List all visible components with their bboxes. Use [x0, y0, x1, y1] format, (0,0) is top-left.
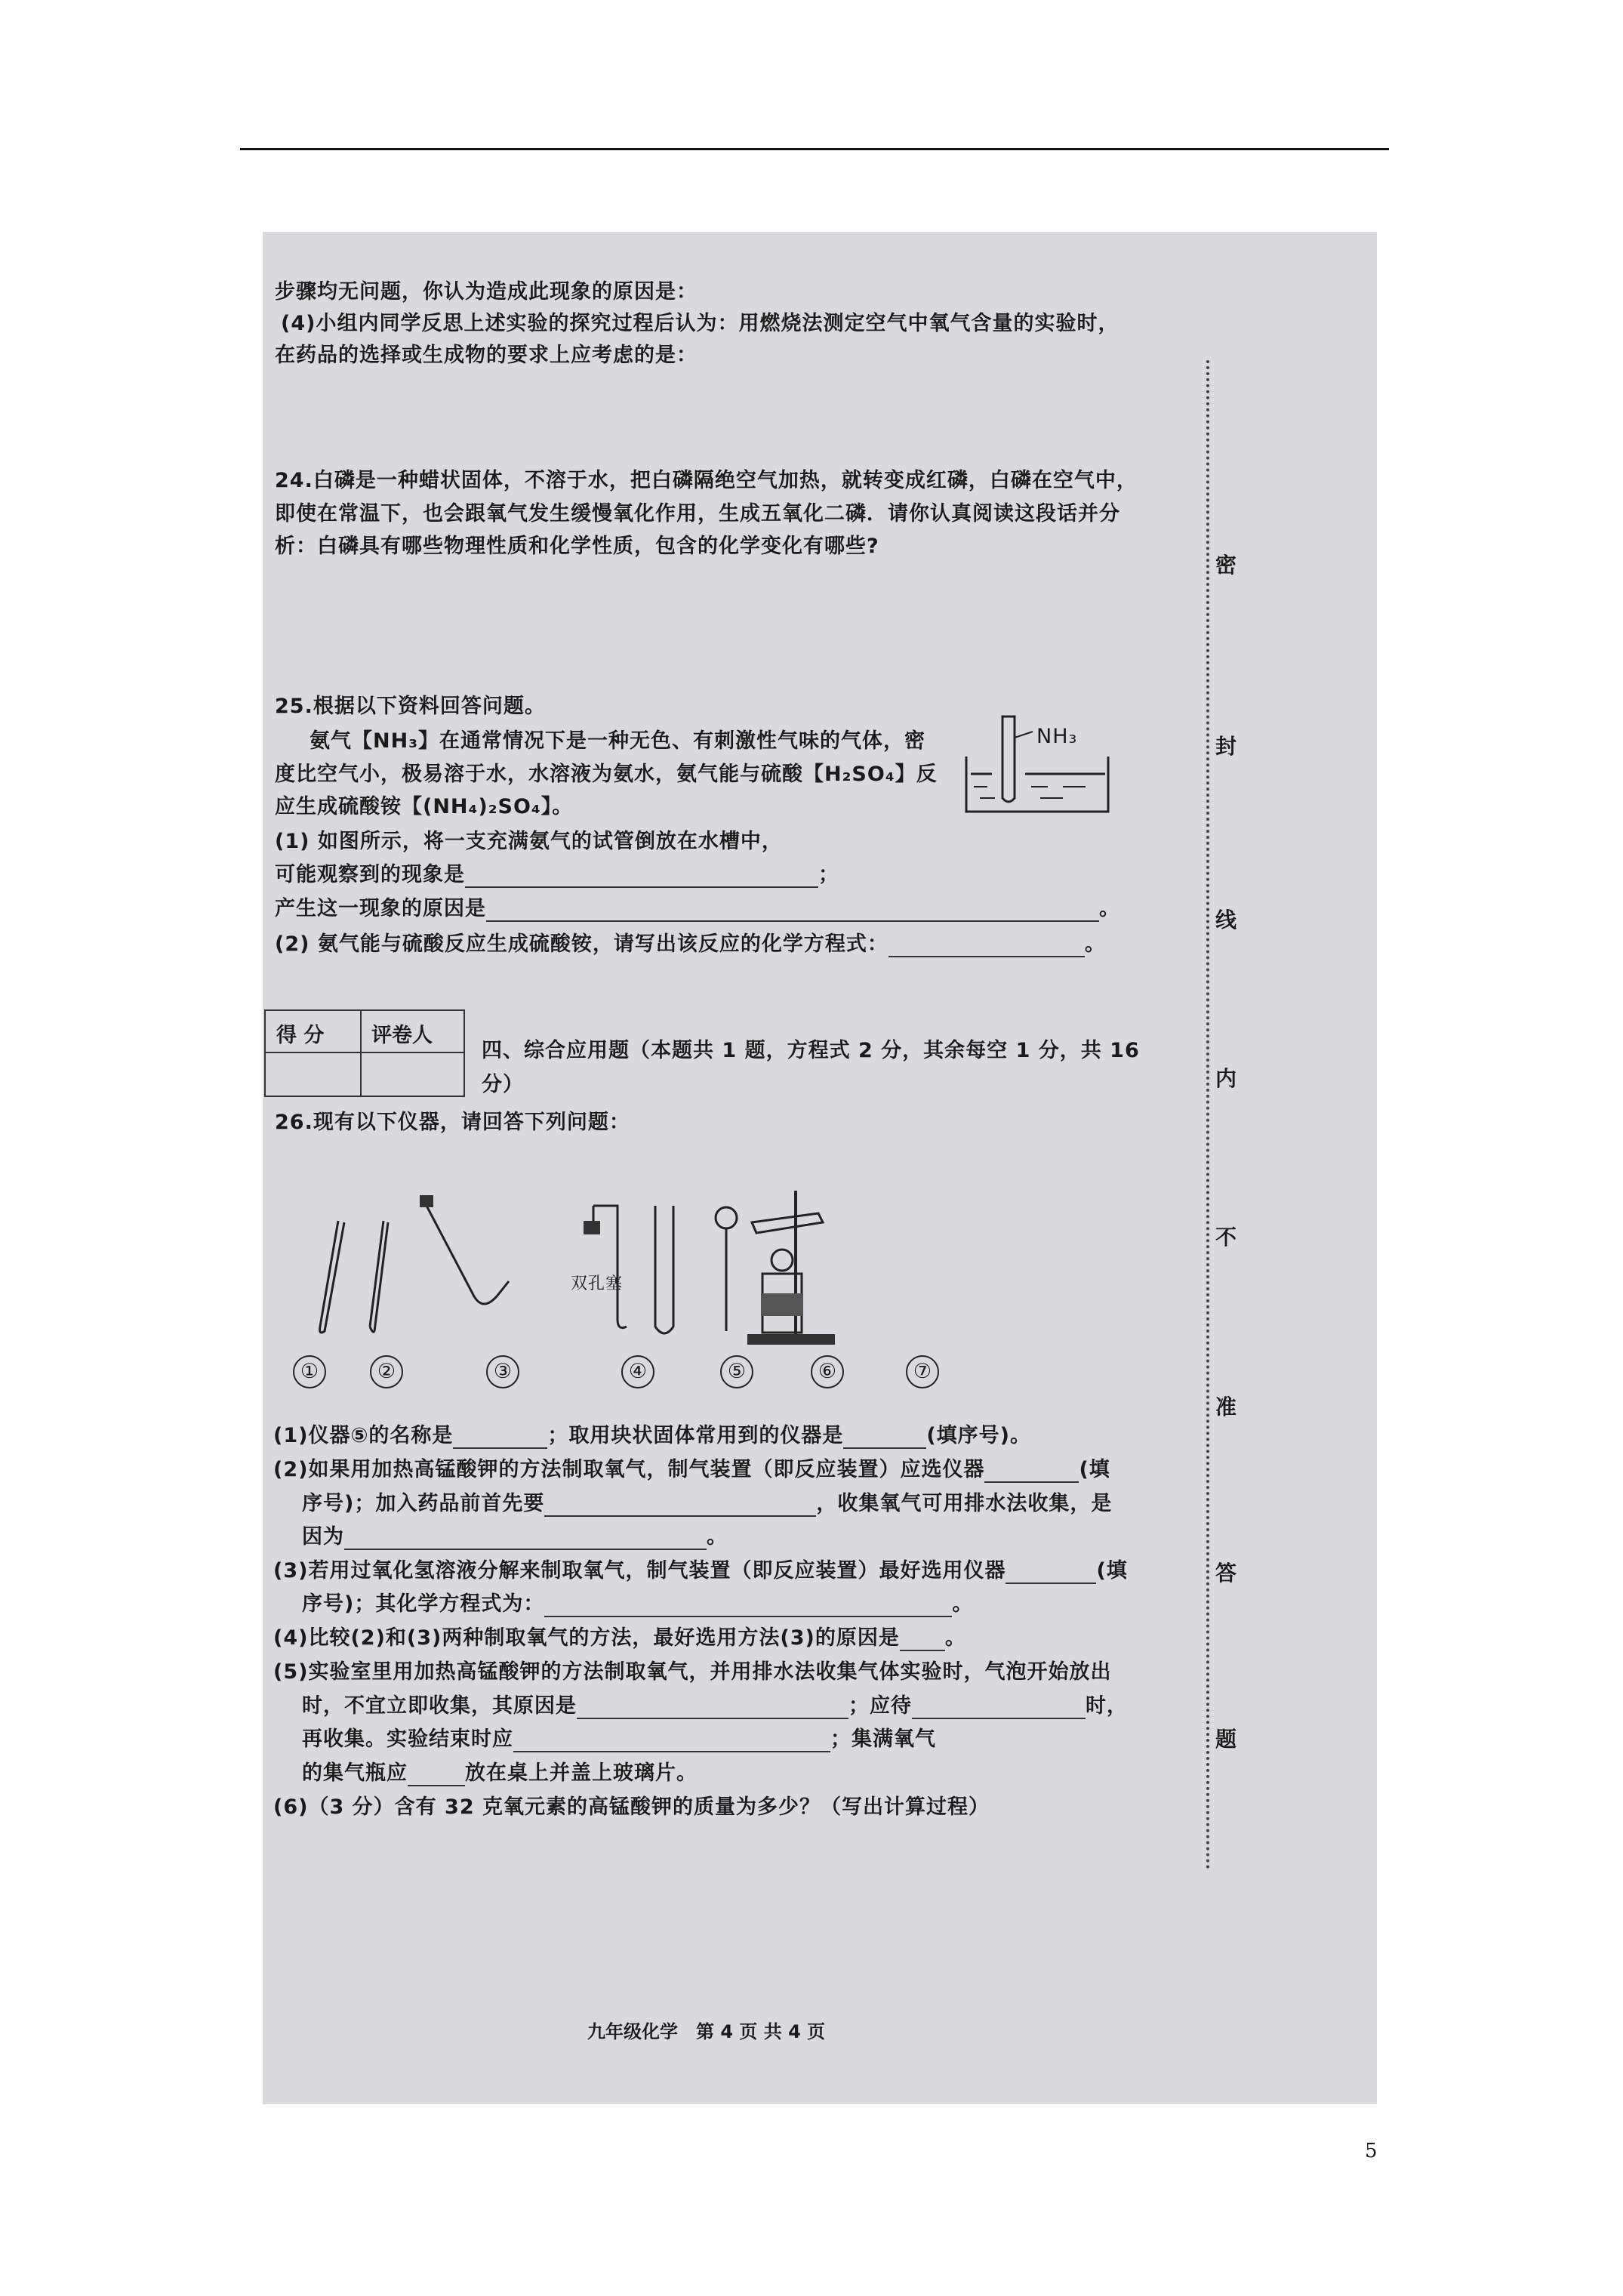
q25-title: 25.根据以下资料回答问题。	[275, 695, 546, 718]
page-number: 5	[1365, 2140, 1378, 2162]
q26-blank-8[interactable]	[900, 1630, 945, 1651]
grader-label: 评卷人	[371, 1024, 433, 1047]
q26-p3-period: 。	[952, 1592, 974, 1616]
q26-blank-5[interactable]	[344, 1529, 707, 1550]
q26-p5-text-g: 的集气瓶应	[302, 1761, 408, 1785]
q26-blank-10[interactable]	[912, 1698, 1086, 1719]
sealing-dotted-line	[1206, 360, 1209, 1870]
seal-char-8: 题	[1215, 1727, 1237, 1752]
q25-blank-equation[interactable]	[888, 936, 1085, 957]
instruments-figure	[285, 1183, 965, 1364]
q25-semicolon: ；	[818, 863, 839, 886]
q26-p5-text-c: ；应待	[848, 1694, 912, 1718]
q25-blank-phenomenon[interactable]	[465, 867, 818, 888]
q26-p1-text-c: (填序号)。	[926, 1424, 1032, 1447]
instrument-label-5: ⑤	[720, 1355, 753, 1388]
q23-line2: (4)小组内同学反思上述实验的探究过程后认为：用燃烧法测定空气中氧气含量的实验时，	[281, 312, 1119, 335]
q26-blank-11[interactable]	[513, 1731, 830, 1752]
q25-period-1: 。	[1099, 897, 1120, 920]
instrument-label-4: ④	[621, 1355, 654, 1388]
q26-title: 26.现有以下仪器，请回答下列问题：	[275, 1111, 630, 1134]
section4-title-cont: 分）	[482, 1073, 524, 1096]
q26-blank-9[interactable]	[577, 1698, 848, 1719]
score-box	[264, 1009, 465, 1097]
q26-p5-text-e: 再收集。实验结束时应	[302, 1727, 513, 1751]
q26-p3-row2	[302, 1592, 973, 1617]
seal-char-7: 答	[1215, 1561, 1237, 1586]
q26-blank-3[interactable]	[984, 1462, 1079, 1483]
q26-blank-1[interactable]	[453, 1428, 547, 1449]
q25-sub1b: 可能观察到的现象是	[275, 863, 465, 886]
q23-line3: 在药品的选择或生成物的要求上应考虑的是：	[275, 344, 698, 367]
q26-p3-text-b: (填	[1096, 1559, 1128, 1583]
q25-sub1c: 产生这一现象的原因是	[275, 897, 486, 920]
double-hole-stopper-label: 双孔塞	[571, 1274, 624, 1293]
score-label: 得 分	[276, 1024, 325, 1047]
q26-p2-text-e: 因为	[302, 1525, 344, 1549]
q26-p1-row	[273, 1423, 1031, 1449]
q26-p5-row2	[302, 1693, 1128, 1719]
q23-line1: 步骤均无问题，你认为造成此现象的原因是：	[275, 280, 698, 304]
q26-p2-period: 。	[707, 1525, 728, 1549]
page-footer: 九年级化学 第 4 页 共 4 页	[587, 2021, 826, 2042]
q24-line3: 析：白磷具有哪些物理性质和化学性质，包含的化学变化有哪些?	[275, 535, 879, 558]
q26-blank-4[interactable]	[544, 1496, 816, 1517]
q26-p1-text-b: ；取用块状固体常用到的仪器是	[547, 1424, 844, 1447]
q25-period-2: 。	[1084, 932, 1106, 956]
seal-char-6: 准	[1215, 1395, 1237, 1419]
seal-char-4: 内	[1215, 1066, 1237, 1091]
q26-p2-text-b: (填	[1079, 1458, 1110, 1481]
q26-p2-row1	[273, 1457, 1110, 1483]
q26-p5-row1: (5)实验室里用加热高锰酸钾的方法制取氧气，并用排水法收集气体实验时，气泡开始放出	[273, 1660, 1112, 1684]
q26-p5-text-b: 时，不宜立即收集，其原因是	[302, 1694, 577, 1718]
scanned-page	[263, 232, 1377, 2104]
instrument-label-3: ③	[486, 1355, 519, 1388]
q25-sub1: (1) 如图所示，将一支充满氨气的试管倒放在水槽中，	[275, 830, 783, 853]
q26-p5-row3	[302, 1727, 936, 1752]
nh3-label: NH₃	[1036, 725, 1078, 748]
q25-sub1c-row	[275, 896, 1120, 922]
q26-blank-12[interactable]	[408, 1765, 465, 1786]
seal-char-3: 线	[1215, 908, 1237, 932]
q26-p2-text-c: 序号)；加入药品前首先要	[302, 1492, 545, 1515]
instrument-label-1: ①	[293, 1355, 326, 1388]
q25-line1: 氨气【NH₃】在通常情况下是一种无色、有刺激性气味的气体，密	[310, 729, 926, 753]
q26-p3-text-a: (3)若用过氧化氢溶液分解来制取氧气，制气装置（即反应装置）最好选用仪器	[273, 1559, 1006, 1583]
q26-p4-text: (4)比较(2)和(3)两种制取氧气的方法，最好选用方法(3)的原因是	[273, 1626, 900, 1650]
q26-p2-text-d: ，收集氧气可用排水法收集，是	[816, 1492, 1113, 1515]
header-rule	[240, 148, 1389, 150]
q25-sub2: (2) 氨气能与硫酸反应生成硫酸铵，请写出该反应的化学方程式：	[275, 932, 888, 956]
q26-blank-2[interactable]	[843, 1428, 926, 1449]
q26-p5-row4	[302, 1761, 698, 1786]
q24-line2: 即使在常温下，也会跟氧气发生缓慢氧化作用，生成五氧化二磷．请你认真阅读这段话并分	[275, 502, 1120, 525]
q26-p2-row3	[302, 1524, 728, 1550]
q26-p5-text-f: ；集满氧气	[830, 1727, 936, 1751]
seal-char-5: 不	[1215, 1225, 1237, 1250]
q26-p3-text-c: 序号)；其化学方程式为：	[302, 1592, 545, 1616]
q24-line1: 24.白磷是一种蜡状固体，不溶于水，把白磷隔绝空气加热，就转变成红磷，白磷在空气中，	[275, 469, 1138, 492]
q25-line3: 应生成硫酸铵【(NH₄)₂SO₄】。	[275, 795, 574, 818]
q25-sub1b-row	[275, 862, 839, 888]
q26-p3-row1	[273, 1558, 1128, 1584]
seal-char-2: 封	[1215, 734, 1237, 759]
section4-title: 四、综合应用题（本题共 1 题，方程式 2 分，其余每空 1 分，共 16	[482, 1039, 1140, 1062]
q26-p1-text-a: (1)仪器⑤的名称是	[273, 1424, 454, 1447]
q26-p4-period: 。	[944, 1626, 966, 1650]
instrument-label-7: ⑦	[906, 1355, 939, 1388]
q26-p5-text-d: 时，	[1086, 1694, 1128, 1718]
q26-p2-row2	[302, 1491, 1112, 1517]
q25-line2: 度比空气小，极易溶于水，水溶液为氨水，氨气能与硫酸【H₂SO₄】反	[275, 763, 938, 786]
seal-char-1: 密	[1215, 553, 1237, 578]
instrument-label-6: ⑥	[811, 1355, 844, 1388]
q25-blank-reason[interactable]	[486, 901, 1099, 922]
instrument-label-2: ②	[370, 1355, 403, 1388]
q26-blank-7[interactable]	[544, 1596, 952, 1617]
q25-sub2-row	[275, 932, 1106, 957]
q26-p5-text-h: 放在桌上并盖上玻璃片。	[465, 1761, 698, 1785]
q26-p6: (6)（3 分）含有 32 克氧元素的高锰酸钾的质量为多少？（写出计算过程）	[273, 1795, 990, 1819]
q26-p4-row	[273, 1626, 966, 1651]
q26-p2-text-a: (2)如果用加热高锰酸钾的方法制取氧气，制气装置（即反应装置）应选仪器	[273, 1458, 985, 1481]
q26-blank-6[interactable]	[1006, 1563, 1096, 1584]
